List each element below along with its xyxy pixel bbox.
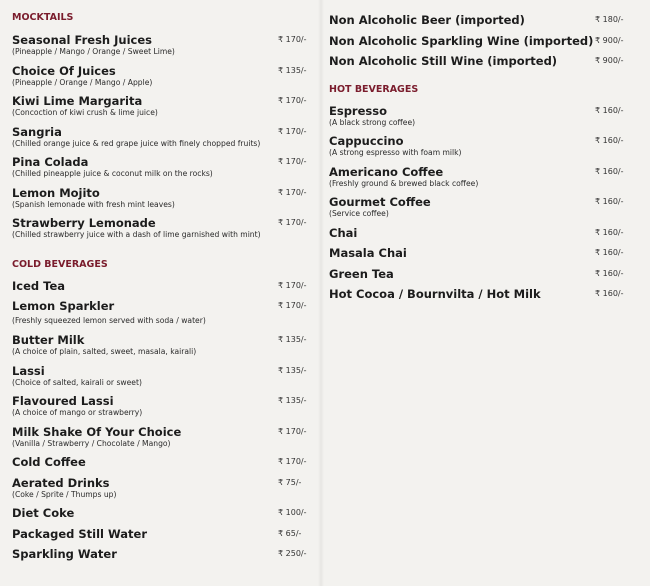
menu-item <box>329 226 629 247</box>
item-description: (Choice of salted, kairali or sweet) <box>12 377 142 387</box>
item-name: Strawberry Lemonade <box>12 216 156 230</box>
item-name: Milk Shake Of Your Choice <box>12 424 182 439</box>
item-name: Gourmet Coffee <box>329 195 431 209</box>
menu-item <box>12 125 312 156</box>
menu-item <box>12 94 312 125</box>
item-price: ₹ 160/- <box>595 268 624 278</box>
item-name: Non Alcoholic Beer (imported) <box>329 13 525 27</box>
item-description: (A choice of mango or strawberry) <box>12 408 143 417</box>
menu-item <box>329 165 629 196</box>
item-price: ₹ 160/- <box>595 197 624 206</box>
item-price: ₹ 75/- <box>278 477 302 487</box>
menu-item <box>12 333 312 364</box>
item-price: ₹ 170/- <box>278 426 307 436</box>
item-name: Espresso <box>329 103 387 118</box>
item-name: Flavoured Lassi <box>12 394 114 408</box>
menu-item <box>329 195 629 226</box>
item-price: ₹ 170/- <box>278 301 307 310</box>
item-price: ₹ 65/- <box>278 528 302 538</box>
item-description: (A choice of plain, salted, sweet, masala, kairali) <box>12 347 197 356</box>
menu-item <box>12 547 312 568</box>
item-name: Sparkling Water <box>12 547 117 561</box>
menu-item <box>12 364 312 395</box>
item-description: (A black strong coffee) <box>329 117 416 127</box>
left-column <box>12 0 312 568</box>
item-price: ₹ 170/- <box>278 280 307 290</box>
item-price: ₹ 900/- <box>595 56 624 65</box>
item-name: Cold Coffee <box>12 455 86 469</box>
menu-item <box>329 134 629 165</box>
column-divider <box>318 0 324 586</box>
item-price: ₹ 160/- <box>595 166 624 176</box>
item-description: (Chilled strawberry juice with a dash of lime garnished with mint) <box>12 230 261 239</box>
item-name: Lemon Mojito <box>12 185 100 200</box>
item-price: ₹ 180/- <box>595 15 624 24</box>
item-name: Cappuccino <box>329 134 404 148</box>
menu-item <box>12 33 312 64</box>
menu-item <box>329 104 629 135</box>
menu-item <box>329 34 629 55</box>
item-description: (Concoction of kiwi crush & lime juice) <box>12 108 158 117</box>
item-price: ₹ 900/- <box>595 35 624 45</box>
item-price: ₹ 170/- <box>278 218 307 227</box>
item-description: (Pineapple / Mango / Orange / Sweet Lime) <box>12 47 175 56</box>
item-price: ₹ 170/- <box>278 35 307 44</box>
item-price: ₹ 160/- <box>595 248 624 257</box>
item-name: Diet Coke <box>12 506 75 520</box>
menu-item <box>12 186 312 217</box>
item-name: Non Alcoholic Sparkling Wine (imported) <box>329 33 594 48</box>
item-price: ₹ 100/- <box>278 508 307 517</box>
item-description: (Chilled pineapple juice & coconut milk on the rocks) <box>12 169 213 178</box>
menu-item <box>12 64 312 95</box>
item-name: Green Tea <box>329 266 394 281</box>
item-description: (Service coffee) <box>329 209 389 218</box>
item-price: ₹ 170/- <box>278 157 307 166</box>
menu-item <box>12 216 312 247</box>
item-name: Butter Milk <box>12 333 85 347</box>
non-alcoholic-list <box>329 13 629 75</box>
item-name: Aerated Drinks <box>12 475 110 490</box>
menu-item <box>12 394 312 425</box>
menu-item <box>329 267 629 288</box>
item-price: ₹ 160/- <box>595 227 624 237</box>
item-description: (Spanish lemonade with fresh mint leaves) <box>12 199 175 209</box>
item-name: Sangria <box>12 124 62 139</box>
item-name: Choice Of Juices <box>12 63 116 78</box>
item-price: ₹ 135/- <box>278 65 307 75</box>
mocktails-list <box>12 33 312 247</box>
item-description: (Coke / Sprite / Thumps up) <box>12 489 117 499</box>
item-price: ₹ 170/- <box>278 187 307 197</box>
item-name: Pina Colada <box>12 155 89 169</box>
menu-item <box>329 287 629 308</box>
item-name: Kiwi Lime Margarita <box>12 94 143 108</box>
item-name: Hot Cocoa / Bournvilta / Hot Milk <box>329 287 541 301</box>
menu-item <box>329 246 629 267</box>
menu-item <box>329 54 629 75</box>
menu-item <box>12 476 312 507</box>
menu-item <box>12 506 312 527</box>
menu-item <box>12 455 312 476</box>
item-description: (Vanilla / Strawberry / Chocolate / Mango) <box>12 438 171 448</box>
item-description: (Pineapple / Orange / Mango / Apple) <box>12 77 153 87</box>
menu-item <box>329 13 629 34</box>
item-description: (A strong espresso with foam milk) <box>329 148 462 157</box>
item-price: ₹ 135/- <box>278 396 307 405</box>
menu-item <box>12 279 312 300</box>
menu-item <box>12 425 312 456</box>
item-name: Non Alcoholic Still Wine (imported) <box>329 54 558 68</box>
menu-item <box>12 527 312 548</box>
item-price: ₹ 170/- <box>278 126 307 136</box>
hot-beverages-list <box>329 104 629 308</box>
right-column <box>329 0 629 308</box>
section-heading-hot-beverages: HOT BEVERAGES <box>329 83 419 95</box>
item-name: Lemon Sparkler <box>12 299 115 313</box>
item-price: ₹ 170/- <box>278 96 307 105</box>
item-price: ₹ 135/- <box>278 365 307 375</box>
item-name: Americano Coffee <box>329 164 444 179</box>
item-price: ₹ 160/- <box>595 105 624 115</box>
item-description: (Chilled orange juice & red grape juice with finely chopped fruits) <box>12 138 261 148</box>
item-name: Seasonal Fresh Juices <box>12 33 152 47</box>
item-name: Lassi <box>12 363 45 378</box>
item-price: ₹ 135/- <box>278 335 307 344</box>
item-description: (Freshly squeezed lemon served with soda / water) <box>12 316 206 325</box>
item-price: ₹ 170/- <box>278 457 307 466</box>
cold-beverages-list <box>12 279 312 568</box>
item-name: Packaged Still Water <box>12 526 147 541</box>
section-heading-mocktails: MOCKTAILS <box>12 12 74 23</box>
item-price: ₹ 160/- <box>595 289 624 298</box>
item-name: Masala Chai <box>329 246 407 260</box>
item-name: Chai <box>329 225 358 240</box>
menu-item <box>12 299 312 333</box>
item-description: (Freshly ground & brewed black coffee) <box>329 178 479 188</box>
item-name: Iced Tea <box>12 278 66 293</box>
item-price: ₹ 160/- <box>595 136 624 145</box>
item-price: ₹ 250/- <box>278 549 307 558</box>
menu-item <box>12 155 312 186</box>
section-heading-cold-beverages: COLD BEVERAGES <box>12 258 108 270</box>
